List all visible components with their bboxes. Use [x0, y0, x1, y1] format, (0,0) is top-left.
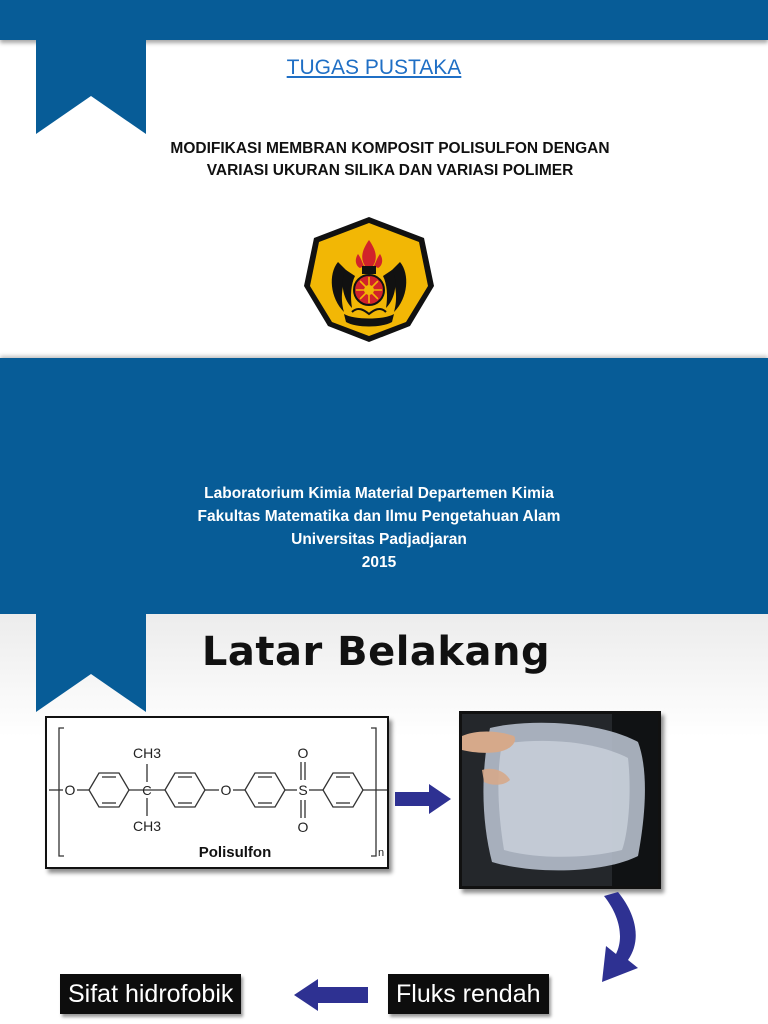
- unpad-emblem-icon: [288, 214, 451, 354]
- atom-carbon: C: [142, 783, 152, 798]
- membrane-photo: [459, 711, 661, 889]
- polysulfone-structure: [45, 716, 389, 869]
- right-arrow-icon: [393, 782, 453, 816]
- atom-sulfur: S: [298, 782, 308, 798]
- low-flux-label: Fluks rendah: [388, 974, 549, 1014]
- university-logo: [288, 214, 451, 354]
- tugas-pustaka-link[interactable]: TUGAS PUSTAKA: [286, 56, 462, 79]
- institution-line-3: Universitas Padjadjaran: [291, 531, 467, 548]
- membrane-sheet-image: [462, 714, 658, 886]
- thesis-title-line-2: VARIASI UKURAN SILIKA DAN VARIASI POLIMER: [206, 162, 574, 179]
- slide-heading: Latar Belakang: [201, 629, 551, 675]
- repeat-unit-n: n: [377, 847, 385, 859]
- thesis-title: [60, 138, 720, 182]
- atom-sulfonyl-o-bottom: O: [297, 819, 309, 835]
- atom-methyl-top: CH3: [132, 745, 162, 761]
- institution-line-4: 2015: [361, 554, 397, 571]
- hydrophobic-label: Sifat hidrofobik: [60, 974, 241, 1014]
- atom-methyl-bottom: CH3: [132, 818, 162, 834]
- institution-info: [0, 482, 758, 574]
- institution-line-2: Fakultas Matematika dan Ilmu Pengetahuan Alam: [197, 508, 561, 525]
- atom-oxygen-1: O: [64, 782, 76, 798]
- atom-oxygen-2: O: [220, 782, 232, 798]
- atom-sulfonyl-o-top: O: [297, 745, 309, 761]
- thesis-title-line-1: MODIFIKASI MEMBRAN KOMPOSIT POLISULFON DENGAN: [170, 140, 610, 157]
- left-arrow-icon: [292, 977, 370, 1013]
- polysulfone-formula-diagram: [47, 718, 387, 867]
- structure-caption: Polisulfon: [198, 844, 272, 861]
- institution-line-1: Laboratorium Kimia Material Departemen Kimia: [204, 485, 554, 502]
- curved-arrow-down-icon: [592, 890, 652, 986]
